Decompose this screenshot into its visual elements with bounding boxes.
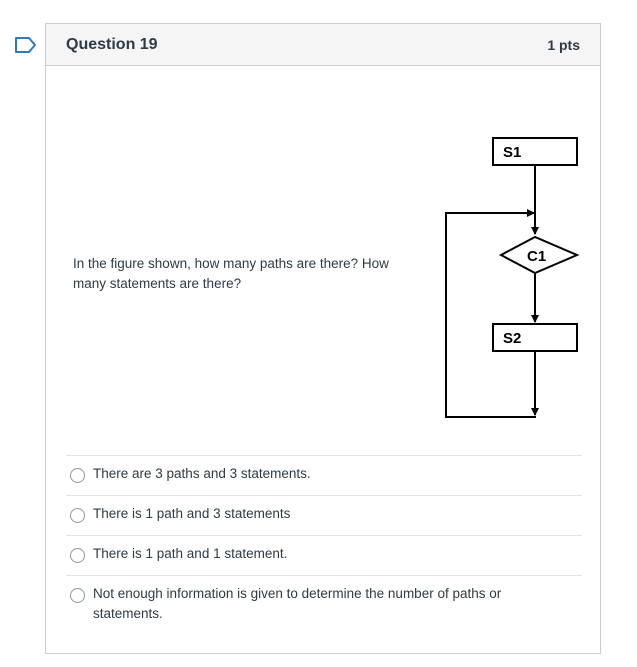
flowchart-label-s1: S1 — [503, 144, 522, 161]
answer-option[interactable] — [66, 495, 582, 535]
flowchart-label-s2: S2 — [503, 330, 522, 347]
answer-option[interactable] — [66, 535, 582, 575]
flowchart-label-c1: C1 — [527, 248, 547, 265]
question-text: In the figure shown, how many paths are there? How many statements are there? — [73, 256, 389, 291]
question-title: Question 19 — [66, 35, 158, 53]
answer-label[interactable]: There are 3 paths and 3 statements. — [93, 466, 311, 481]
question-card — [45, 23, 601, 654]
answer-label[interactable]: Not enough information is given to determine the number of paths or statements. — [93, 586, 502, 621]
radio-button[interactable] — [70, 588, 85, 603]
radio-button[interactable] — [70, 508, 85, 523]
answer-list — [66, 455, 582, 634]
flowchart-diagram — [436, 128, 586, 428]
question-header — [46, 24, 600, 66]
question-points: 1 pts — [547, 36, 580, 53]
answer-label[interactable]: There is 1 path and 1 statement. — [93, 546, 288, 561]
answer-label[interactable]: There is 1 path and 3 statements — [93, 506, 291, 521]
answer-option[interactable] — [66, 455, 582, 495]
bookmark-flag-icon[interactable] — [14, 36, 38, 54]
radio-button[interactable] — [70, 468, 85, 483]
radio-button[interactable] — [70, 548, 85, 563]
answer-option[interactable] — [66, 575, 582, 634]
